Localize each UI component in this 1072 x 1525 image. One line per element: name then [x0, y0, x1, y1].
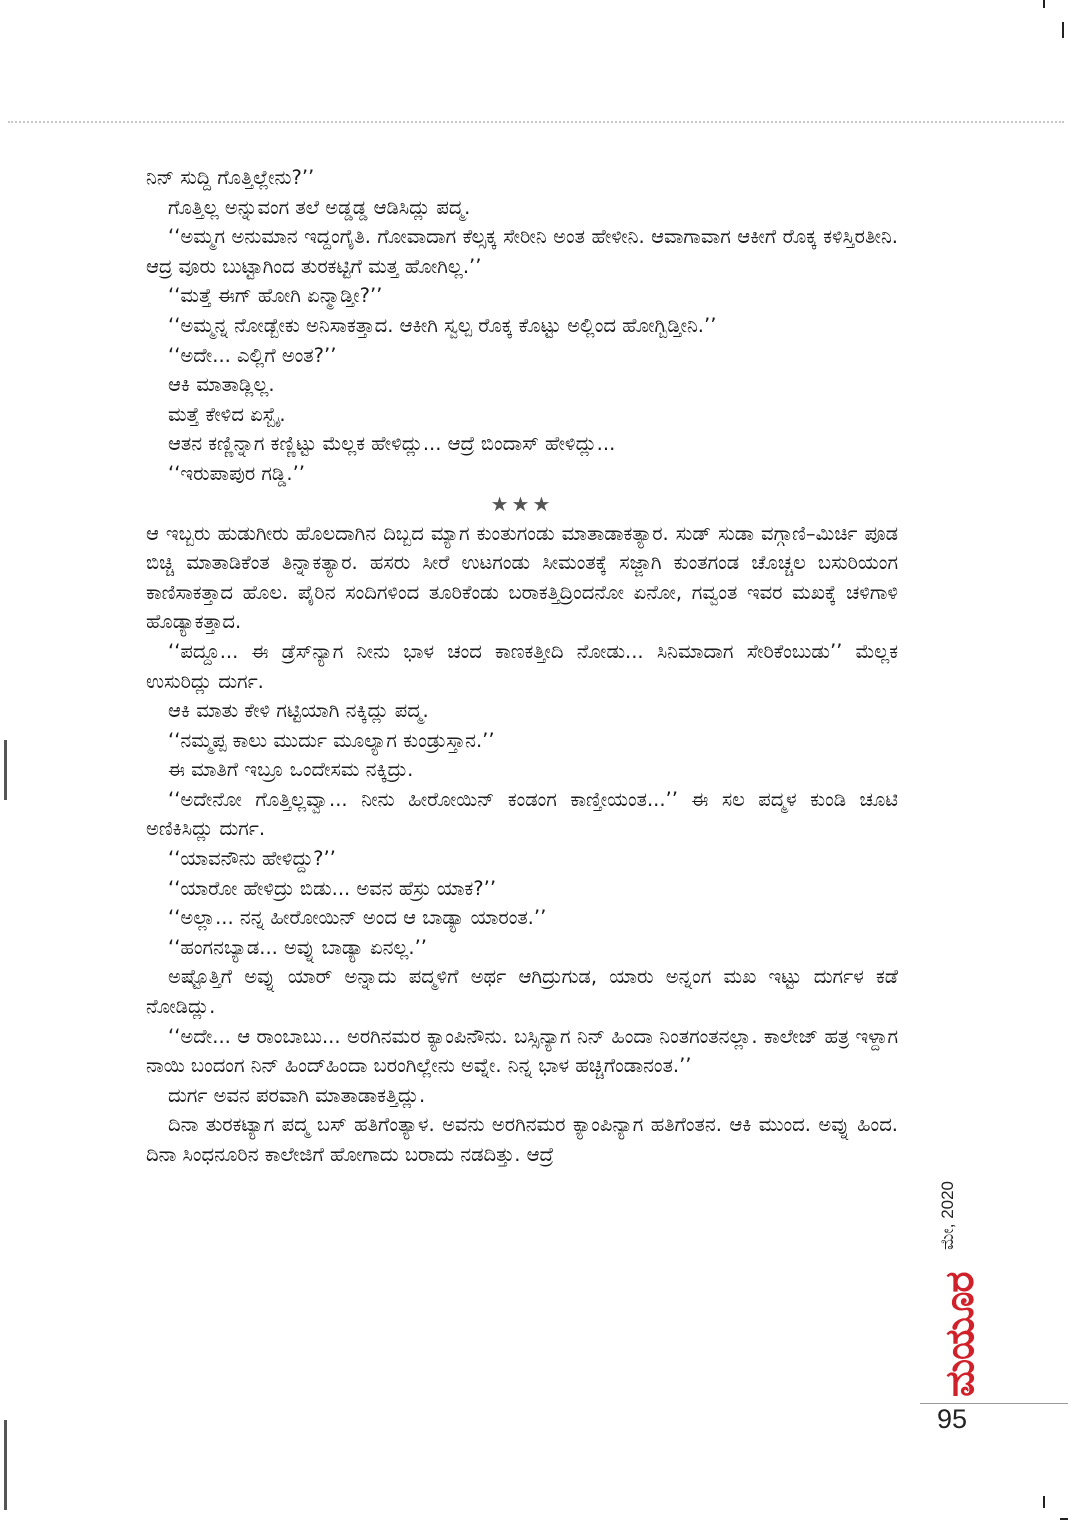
paragraph: ‘‘ಪದ್ದೂ... ಈ ಡ್ರೆಸ್‌ನ್ಯಾಗ ನೀನು ಭಾಳ ಚಂದ ಕಾಣಕತ್ತೀದಿ ನೋಡು... ಸಿನಿಮಾದಾಗ ಸೇರಿಕೆಂಬುಡು’’ ಮೆಲ್ಲಕ ಉಸುರಿದ್ಲು ದುರ್ಗ.: [146, 639, 898, 693]
paragraph: ‘‘ಅದೇ... ಆ ರಾಂಬಾಬು... ಅರಗಿನಮರ ಕ್ಯಾಂಪಿನೌನು. ಬಸ್ಸಿನ್ಯಾಗ ನಿನ್ ಹಿಂದಾ ನಿಂತಗಂತನಲ್ಲಾ. ಕಾಲೇಜ್ ಹತ್ರ ಇಳ್ದಾಗ ನಾಯಿ ಬಂದಂಗ ನಿನ್ ಹಿಂದ್‌ಹಿಂದಾ ಬರಂಗಿಲ್ಲೇನು ಅವ್ನೇ. ನಿನ್ನ ಭಾಳ ಹಚ್ಚಿಗೆಂಡಾನಂತ.’’: [146, 1024, 898, 1078]
paragraph: ಆ ಇಬ್ಬರು ಹುಡುಗೀರು ಹೊಲದಾಗಿನ ದಿಬ್ಬದ ಮ್ಯಾಗ ಕುಂತುಗಂಡು ಮಾತಾಡಾಕತ್ಯಾರ. ಸುಡ್ ಸುಡಾ ವಗ್ಗಾಣಿ–ಮಿರ್ಚಿ ಪೂಡ ಬಿಚ್ಚಿ ಮಾತಾಡಿಕೆಂತ ತಿನ್ನಾಕತ್ಯಾರ. ಹಸರು ಸೀರೆ ಉಟಗಂಡು ಸೀಮಂತಕ್ಕೆ ಸಜ್ಜಾಗಿ ಕುಂತಗಂಡ ಚೊಚ್ಚಲ ಬಸುರಿಯಂಗ ಕಾಣಿಸಾಕತ್ತಾದ ಹೊಲ. ಪೈರಿನ ಸಂದಿಗಳಿಂದ ತೂರಿಕೆಂಡು ಬರಾಕತ್ತಿದ್ರಿಂದನೋ ಏನೋ, ಗವ್ವಂತ ಇವರ ಮಖಕ್ಕೆ ಚಳಿಗಾಳಿ ಹೊಡ್ಯಾಕತ್ತಾದ.: [146, 521, 898, 634]
header-dotted-rule: [8, 121, 1064, 123]
paragraph: ‘‘ಇರುಪಾಪುರ ಗಡ್ಡಿ.’’: [168, 461, 305, 485]
paragraph: ಈ ಮಾತಿಗೆ ಇಬ್ರೂ ಒಂದೇಸಮ ನಕ್ಕಿದ್ರು.: [168, 758, 414, 782]
page-number: 95: [937, 1404, 968, 1434]
paragraph: ‘‘ಯಾವನೌನು ಹೇಳಿದ್ದು?’’: [168, 847, 336, 871]
crop-mark: [1060, 1518, 1068, 1520]
paragraph: ದಿನಾ ತುರಕಟ್ಯಾಗ ಪದ್ಮ ಬಸ್ ಹತಿಗೆಂತ್ಯಾಳ. ಅವನು ಅರಗಿನಮರ ಕ್ಯಾಂಪಿನ್ಯಾಗ ಹತಿಗೆಂತನ. ಆಕಿ ಮುಂದ. ಅವ್ನು ಹಿಂದ. ದಿನಾ ಸಿಂಧನೂರಿನ ಕಾಲೇಜಿಗೆ ಹೋಗಾದು ಬರಾದು ನಡದಿತ್ತು. ಆದ್ರೆ: [146, 1113, 898, 1166]
paragraph: ಗೊತ್ತಿಲ್ಲ ಅನ್ನುವಂಗ ತಲೆ ಅಡ್ಡಡ್ಡ ಆಡಿಸಿದ್ಲು ಪದ್ಮ.: [168, 195, 471, 219]
paragraph: ‘‘ನಮ್ಮಪ್ಪ ಕಾಲು ಮುರ್ದು ಮೂಲ್ಯಾಗ ಕುಂಡ್ರುಸ್ತಾನ.’’: [168, 728, 495, 752]
paragraph: ‘‘ಅಮ್ಮಗ ಅನುಮಾನ ಇದ್ದಂಗೈತಿ. ಗೋವಾದಾಗ ಕೆಲ್ಸಕ್ಕ ಸೇರೀನಿ ಅಂತ ಹೇಳೀನಿ. ಆವಾಗಾವಾಗ ಆಕೀಗೆ ರೊಕ್ಕ ಕಳಿಸ್ತಿರತೀನಿ. ಆದ್ರ ವೂರು ಬುಟ್ಟಾಗಿಂದ ತುರಕಟ್ಟಿಗೆ ಮತ್ತ ಹೋಗಿಲ್ಲ.’’: [146, 225, 898, 278]
paragraph: ದುರ್ಗ ಅವನ ಪರವಾಗಿ ಮಾತಾಡಾಕತ್ತಿದ್ಲು.: [168, 1083, 426, 1107]
paragraph: ‘‘ಅದೇ... ಎಲ್ಲಿಗೆ ಅಂತ?’’: [168, 343, 337, 367]
section-separator: ★★★: [490, 491, 554, 516]
paragraph: ‘‘ಅಮ್ಮನ್ನ ನೋಡ್ಬೇಕು ಅನಿಸಾಕತ್ತಾದ. ಆಕೀಗಿ ಸ್ವಲ್ಪ ರೊಕ್ಕ ಕೊಟ್ಟು ಅಲ್ಲಿಂದ ಹೋಗ್ಬಿಡ್ತೀನಿ.’’: [168, 313, 717, 337]
scan-edge-mark: [4, 1420, 7, 1510]
paragraph: ನಿನ್ ಸುದ್ದಿ ಗೊತ್ತಿಲ್ಲೇನು?’’: [146, 166, 315, 189]
paragraph: ಮತ್ತೆ ಕೇಳಿದ ಏಸ್ಬೈ.: [168, 402, 286, 426]
paragraph: ‘‘ಮತ್ತೆ ಈಗ್ ಹೋಗಿ ಏನ್ಮಾಡ್ತೀ?’’: [168, 284, 383, 308]
paragraph: ‘‘ಹಂಗನಬ್ಯಾಡ... ಅವ್ನು ಬಾಡ್ಯಾ ಏನಲ್ಲ.’’: [168, 935, 427, 959]
issue-date: ಮೇ, 2020: [938, 1180, 957, 1250]
magazine-masthead: ಮಯೂರ: [937, 1272, 983, 1398]
sidebar: [920, 1120, 992, 1410]
paragraph: ಆಕಿ ಮಾತಾಡ್ಲಿಲ್ಲ.: [168, 373, 275, 397]
paragraph: ಆತನ ಕಣ್ಣಿನ್ನಾಗ ಕಣ್ಣಿಟ್ಟು ಮೆಲ್ಲಕ ಹೇಳಿದ್ಲು... ಆದ್ರೆ ಬಿಂದಾಸ್ ಹೇಳಿದ್ಲು...: [168, 432, 616, 456]
story-body: [146, 163, 898, 1170]
crop-mark: [1043, 0, 1045, 8]
crop-mark: [1043, 1496, 1045, 1508]
paragraph: ಆಕಿ ಮಾತು ಕೇಳಿ ಗಟ್ಟಿಯಾಗಿ ನಕ್ಕಿದ್ಲು ಪದ್ಮ.: [168, 699, 429, 723]
paragraph: ‘‘ಅಲ್ಲಾ... ನನ್ನ ಹೀರೋಯಿನ್ ಅಂದ ಆ ಬಾಡ್ಯಾ ಯಾರಂತ.’’: [168, 906, 547, 930]
paragraph: ‘‘ಅದೇನೋ ಗೊತ್ತಿಲ್ಲವ್ವಾ... ನೀನು ಹೀರೋಯಿನ್ ಕಂಡಂಗ ಕಾಣ್ತೀಯಂತ...’’ ಈ ಸಲ ಪದ್ಮಳ ಕುಂಡಿ ಚೂಟಿ ಅಣಿಕಿಸಿದ್ಲು ದುರ್ಗ.: [146, 787, 898, 841]
paragraph: ‘‘ಯಾರೋ ಹೇಳಿದ್ರು ಬಿಡು... ಅವನ ಹೆಸ್ರು ಯಾಕ?’’: [168, 876, 497, 900]
paragraph: ಅಷ್ಟೊತ್ತಿಗೆ ಅವ್ನು ಯಾರ್ ಅನ್ನಾದು ಪದ್ಮಳಿಗೆ ಅರ್ಥ ಆಗಿದ್ರುಗುಡ, ಯಾರು ಅನ್ನಂಗ ಮಖ ಇಟ್ಟು ದುರ್ಗಳ ಕಡೆ ನೋಡಿದ್ಲು.: [146, 965, 898, 1019]
scan-edge-mark: [4, 740, 7, 800]
crop-mark: [1062, 22, 1064, 38]
